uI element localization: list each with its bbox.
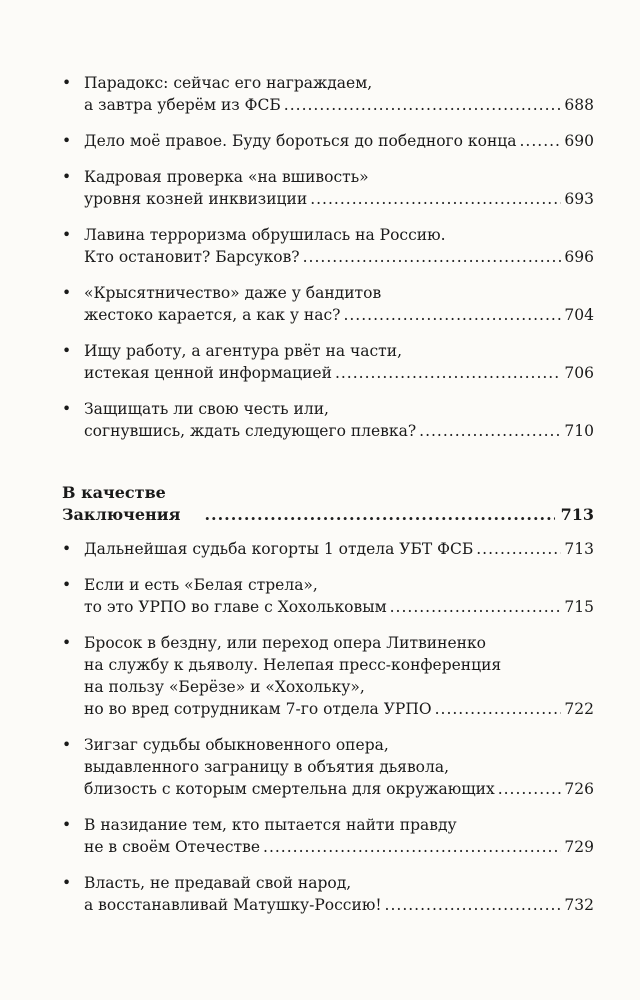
entry-title-line: согнувшись, ждать следующего плевка? [84, 422, 417, 440]
entry-title-line: Кто остановит? Барсуков? [84, 248, 300, 266]
bullet-icon: • [62, 226, 72, 244]
page-number: 706 [564, 364, 594, 382]
bullet-icon: • [62, 74, 72, 92]
page-number: 696 [564, 248, 594, 266]
page-number: 688 [564, 96, 594, 114]
entry-text [84, 538, 594, 560]
page-number: 732 [564, 896, 594, 914]
table-of-contents [0, 72, 640, 930]
toc-entry[interactable] [62, 632, 594, 720]
toc-entry[interactable] [62, 340, 594, 384]
toc-entry[interactable] [62, 224, 594, 268]
bullet-icon: • [62, 736, 72, 754]
entry-title-line: «Крысятничество» даже у бандитов [84, 284, 382, 302]
entry-text [84, 340, 594, 384]
entry-title-line: выдавленного заграницу в объятия дьявола, [84, 758, 450, 776]
toc-entry[interactable] [62, 538, 594, 560]
page-number: 710 [564, 422, 594, 440]
page-number: 715 [564, 598, 594, 616]
page-number: 729 [564, 838, 594, 856]
entry-text [84, 814, 594, 858]
leader-dots [476, 538, 561, 560]
leader-dots [390, 596, 562, 618]
entry-title-line: Бросок в бездну, или переход опера Литвиненко [84, 634, 486, 652]
entry-text [84, 574, 594, 618]
entry-title-line: Зигзаг судьбы обыкновенного опера, [84, 736, 389, 754]
bullet-icon: • [62, 576, 72, 594]
entry-title-line: а завтра уберём из ФСБ [84, 96, 281, 114]
page-number: 690 [564, 132, 594, 150]
entry-text [84, 72, 594, 116]
entry-text [84, 398, 594, 442]
entry-title-line: В назидание тем, кто пытается найти правду [84, 816, 457, 834]
bullet-icon: • [62, 400, 72, 418]
entry-text [84, 282, 594, 326]
toc-entry[interactable] [62, 574, 594, 618]
section-title-line-2: Заключения [62, 505, 181, 524]
leader-dots [310, 188, 561, 210]
entry-title-line: Ищу работу, а агентура рвёт на части, [84, 342, 402, 360]
entry-text [84, 632, 594, 720]
entry-title-line: Дальнейшая судьба когорты 1 отдела УБТ ФСБ [84, 540, 474, 558]
leader-dots [498, 778, 562, 800]
toc-group-2 [0, 538, 640, 916]
entry-title-line: близость с которым смертельна для окружающих [84, 780, 495, 798]
entry-title-line: Дело моё правое. Буду бороться до победного конца [84, 132, 517, 150]
toc-entry[interactable] [62, 72, 594, 116]
entry-title-line: то это УРПО во главе с Хохольковым [84, 598, 387, 616]
entry-title-line: жестоко карается, а как у нас? [84, 306, 341, 324]
section-title-line-1: В качестве [62, 483, 166, 502]
toc-entry[interactable] [62, 130, 594, 152]
leader-dots [435, 698, 562, 720]
bullet-icon: • [62, 342, 72, 360]
entry-title-line: Если и есть «Белая стрела», [84, 576, 318, 594]
entry-text [84, 872, 594, 916]
leader-dots [519, 130, 561, 152]
entry-title-line: на службу к дьяволу. Нелепая пресс-конференция [84, 656, 502, 674]
bullet-icon: • [62, 874, 72, 892]
bullet-icon: • [62, 168, 72, 186]
leader-dots [335, 362, 561, 384]
toc-entry[interactable] [62, 282, 594, 326]
toc-entry[interactable] [62, 166, 594, 210]
bullet-icon: • [62, 634, 72, 652]
leader-dots [385, 894, 562, 916]
entry-title-line: но во вред сотрудникам 7-го отдела УРПО [84, 700, 432, 718]
page-number: 713 [564, 540, 594, 558]
entry-title-line: Кадровая проверка «на вшивость» [84, 168, 369, 186]
toc-entry[interactable] [62, 734, 594, 800]
leader-dots [263, 836, 561, 858]
page-number: 722 [564, 700, 594, 718]
entry-text [84, 130, 594, 152]
entry-title-line: истекая ценной информацией [84, 364, 332, 382]
entry-title-line: Лавина терроризма обрушилась на Россию. [84, 226, 446, 244]
page-number: 693 [564, 190, 594, 208]
leader-dots [303, 246, 562, 268]
bullet-icon: • [62, 540, 72, 558]
toc-entry[interactable] [62, 872, 594, 916]
leader-dots [284, 94, 562, 116]
entry-title-line: Власть, не предавай свой народ, [84, 874, 352, 892]
bullet-icon: • [62, 132, 72, 150]
entry-text [84, 166, 594, 210]
leader-dots [343, 304, 561, 326]
bullet-icon: • [62, 284, 72, 302]
leader-dots [204, 504, 554, 526]
entry-text [84, 224, 594, 268]
section-page-number: 713 [560, 505, 594, 524]
toc-entry[interactable] [62, 398, 594, 442]
page-number: 726 [564, 780, 594, 798]
entry-title-line: Парадокс: сейчас его награждаем, [84, 74, 373, 92]
toc-entry[interactable] [62, 814, 594, 858]
page-number: 704 [564, 306, 594, 324]
leader-dots [419, 420, 561, 442]
toc-group-1 [0, 72, 640, 442]
entry-title-line: на пользу «Берёзе» и «Хохольку», [84, 678, 365, 696]
entry-title-line: Защищать ли свою честь или, [84, 400, 329, 418]
entry-title-line: уровня козней инквизиции [84, 190, 308, 208]
bullet-icon: • [62, 816, 72, 834]
toc-section-heading[interactable] [62, 482, 594, 526]
entry-title-line: не в своём Отечестве [84, 838, 261, 856]
entry-title-line: а восстанавливай Матушку-Россию! [84, 896, 382, 914]
entry-text [84, 734, 594, 800]
